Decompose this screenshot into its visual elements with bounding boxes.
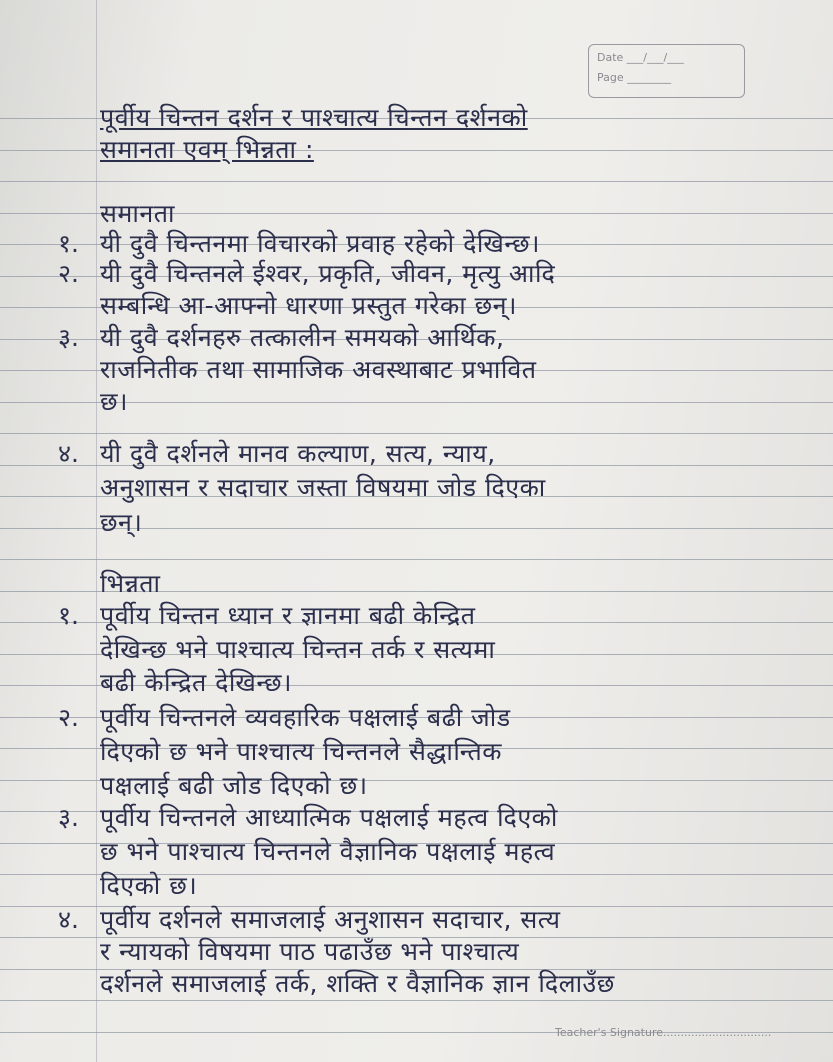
difference-line: पूर्वीय चिन्तनले आध्यात्मिक पक्षलाई महत्व दिएको: [100, 803, 558, 832]
date-label: Date ___/___/___: [597, 51, 684, 64]
difference-line: पूर्वीय चिन्तनले व्यवहारिक पक्षलाई बढी जोड: [100, 703, 511, 732]
similarity-line: छ।: [100, 387, 129, 416]
item-number: ३.: [58, 803, 79, 832]
difference-line: दिएको छ भने पाश्चात्य चिन्तनले सैद्धान्तिक: [100, 737, 502, 766]
ruled-line: [0, 433, 833, 434]
difference-line: पक्षलाई बढी जोड दिएको छ।: [100, 771, 368, 800]
similarity-line: सम्बन्धि आ-आफ्नो धारणा प्रस्तुत गरेका छन्।: [100, 291, 518, 320]
section-heading-differences: भिन्नता: [100, 569, 161, 598]
difference-line: पूर्वीय चिन्तन ध्यान र ज्ञानमा बढी केन्द्रित: [100, 601, 476, 630]
section-heading-similarities: समानता: [100, 199, 175, 228]
similarity-line: यी दुवै दर्शनले मानव कल्याण, सत्य, न्याय,: [100, 439, 496, 468]
similarity-line: यी दुवै चिन्तनले ईश्वर, प्रकृति, जीवन, मृत्यु आदि: [100, 259, 556, 288]
similarity-line: यी दुवै चिन्तनमा विचारको प्रवाह रहेको देखिन्छ।: [100, 229, 540, 258]
item-number: ३.: [58, 323, 79, 352]
similarity-line: राजनितीक तथा सामाजिक अवस्थाबाट प्रभावित: [100, 355, 537, 384]
similarity-line: छन्।: [100, 508, 143, 537]
ruled-line: [0, 1000, 833, 1001]
title-line: पूर्वीय चिन्तन दर्शन र पाश्चात्य चिन्तन दर्शनको: [100, 103, 528, 132]
item-number: १.: [58, 229, 79, 258]
item-number: २.: [58, 703, 79, 732]
date-page-box: [588, 44, 745, 98]
difference-line: बढी केन्द्रित देखिन्छ।: [100, 668, 292, 697]
title-line: समानता एवम् भिन्नता :: [100, 135, 314, 164]
item-number: ४.: [58, 439, 79, 468]
difference-line: दर्शनले समाजलाई तर्क, शक्ति र वैज्ञानिक ज्ञान दिलाउँछ: [100, 969, 615, 998]
ruled-line: [0, 181, 833, 182]
teacher-signature-label: Teacher's Signature...............................: [555, 1026, 772, 1039]
similarity-line: यी दुवै दर्शनहरु तत्कालीन समयको आर्थिक,: [100, 323, 505, 352]
difference-line: छ भने पाश्चात्य चिन्तनले वैज्ञानिक पक्षलाई महत्व: [100, 837, 556, 866]
similarity-line: अनुशासन र सदाचार जस्ता विषयमा जोड दिएका: [100, 473, 546, 502]
difference-line: देखिन्छ भने पाश्चात्य चिन्तन तर्क र सत्यमा: [100, 635, 496, 664]
difference-line: पूर्वीय दर्शनले समाजलाई अनुशासन सदाचार, सत्य: [100, 905, 561, 934]
difference-line: र न्यायको विषयमा पाठ पढाउँछ भने पाश्चात्य: [100, 937, 520, 966]
ruled-line: [0, 559, 833, 560]
difference-line: दिएको छ।: [100, 871, 198, 900]
item-number: २.: [58, 259, 79, 288]
item-number: १.: [58, 601, 79, 630]
item-number: ४.: [58, 905, 79, 934]
margin-line: [96, 0, 97, 1062]
page-label: Page ________: [597, 71, 672, 84]
